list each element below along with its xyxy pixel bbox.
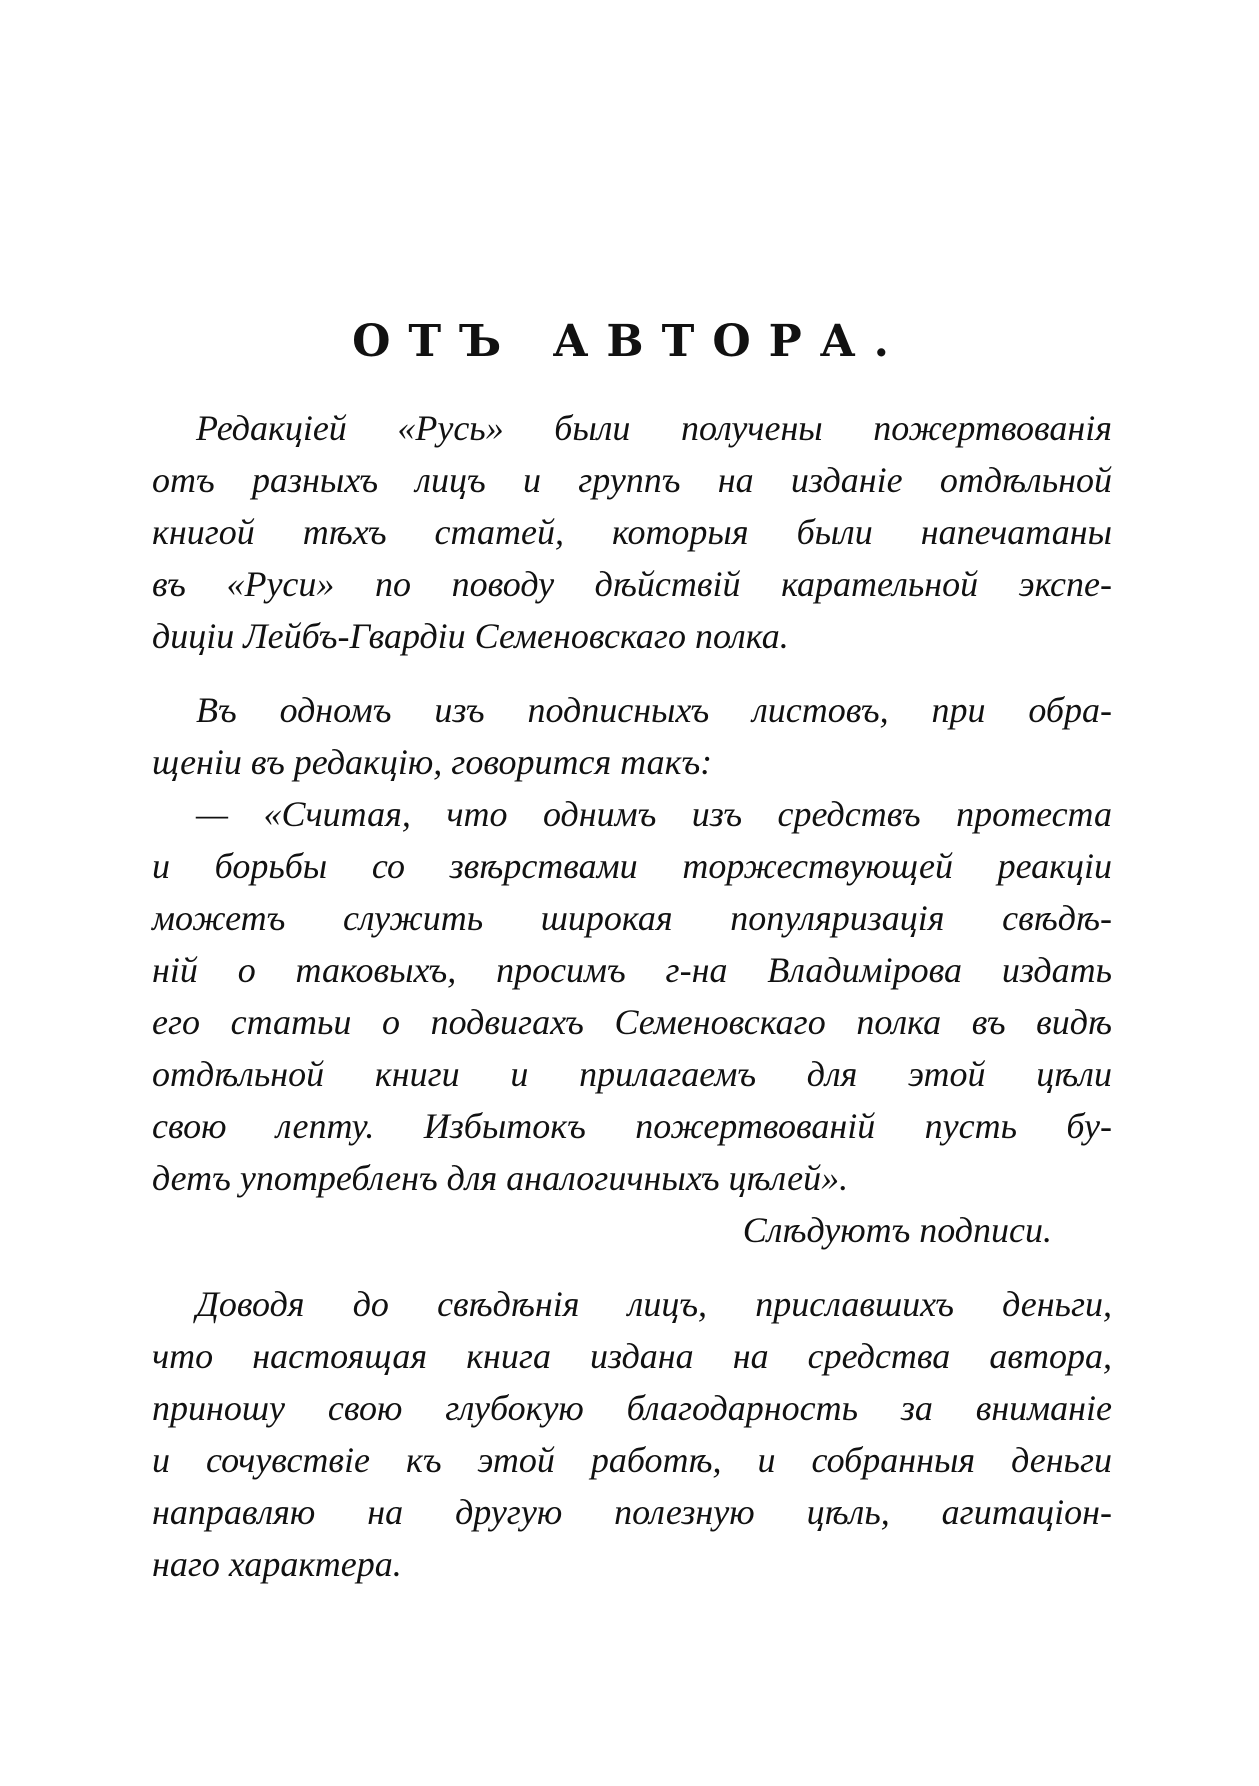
- text-line: отъ разныхъ лицъ и группъ на изданіе отдѣльной: [152, 460, 1112, 500]
- text-line: въ «Руси» по поводу дѣйствій карательной экспе-: [152, 564, 1112, 604]
- text-line: его статьи о подвигахъ Семеновскаго полка въ видѣ: [152, 1002, 1112, 1042]
- text-line: Въ одномъ изъ подписныхъ листовъ, при обра-: [196, 690, 1112, 730]
- text-line: книгой тѣхъ статей, которыя были напечатаны: [152, 512, 1112, 552]
- page-title: ОТЪ АВТОРА.: [352, 316, 907, 367]
- text-line: диціи Лейбъ-Гвардіи Семеновскаго полка.: [152, 616, 789, 656]
- text-line: направляю на другую полезную цѣль, агитаціон-: [152, 1492, 1112, 1532]
- text-line: Редакціей «Русь» были получены пожертвованія: [196, 408, 1112, 448]
- text-line: ній о таковыхъ, просимъ г-на Владимірова издать: [152, 950, 1112, 990]
- text-line: отдѣльной книги и прилагаемъ для этой цѣли: [152, 1054, 1112, 1094]
- text-line: свою лепту. Избытокъ пожертвованій пусть бу-: [152, 1106, 1112, 1146]
- text-line: приношу свою глубокую благодарность за вниманіе: [152, 1388, 1112, 1428]
- text-line: Слѣдуютъ подписи.: [742, 1210, 1052, 1250]
- text-line: Доводя до свѣдѣнія лицъ, приславшихъ деньги,: [196, 1284, 1112, 1324]
- page-body: [152, 402, 1112, 1590]
- text-line: и борьбы со звѣрствами торжествующей реакціи: [152, 846, 1112, 886]
- text-line: — «Считая, что однимъ изъ средствъ протеста: [196, 794, 1112, 834]
- text-line: можетъ служить широкая популяризація свѣдѣ-: [152, 898, 1112, 938]
- text-line: детъ употребленъ для аналогичныхъ цѣлей».: [152, 1158, 849, 1198]
- text-line: наго характера.: [152, 1544, 402, 1584]
- text-line: и сочувствіе къ этой работѣ, и собранныя деньги: [152, 1440, 1112, 1480]
- text-line: щеніи въ редакцію, говорится такъ:: [152, 742, 713, 782]
- text-line: что настоящая книга издана на средства автора,: [152, 1336, 1112, 1376]
